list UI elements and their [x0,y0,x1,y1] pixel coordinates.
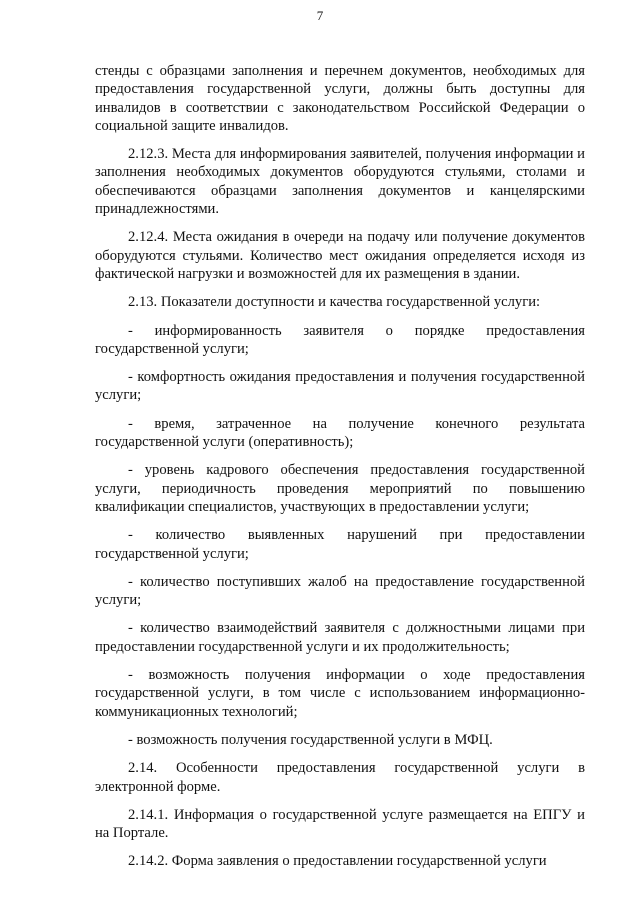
paragraph-2-13: 2.13. Показатели доступности и качества государственной услуги: [128,294,541,311]
list-item-interactions: - количество взаимодействий заявителя с должностными лицами при предоставлении государственной услуги и их продолжительность; [95,620,585,655]
list-item-mfc: - возможность получения государственной услуги в МФЦ. [128,731,493,748]
list-item-progress-info: - возможность получения информации о ходе предоставления государственной услуги, в том числе с использованием информационно-коммуникационных технологий; [95,667,585,720]
paragraph-2-14: 2.14. Особенности предоставления государственной услуги в электронной форме. [95,760,585,795]
list-item-comfort: - комфортность ожидания предоставления и получения государственной услуги; [95,369,585,404]
list-item-awareness: - информированность заявителя о порядке предоставления государственной услуги; [95,322,585,357]
paragraph-2-12-3: 2.12.3. Места для информирования заявителей, получения информации и заполнения необходимых документов оборудуются стульями, столами и обеспечиваются образцами заполнения документов и канцелярскими принадлежностями. [95,146,585,218]
list-item-time: - время, затраченное на получение конечного результата государственной услуги (оперативность); [95,415,585,451]
list-item-violations: - количество выявленных нарушений при предоставлении государственной услуги; [95,527,585,562]
list-item-staffing: - уровень кадрового обеспечения предоставления государственной услуги, периодичность проведения мероприятий по повышению квалификации специалистов, участвующих в предоставлении услуги; [95,462,585,515]
page-number: 7 [316,8,324,23]
page-body [95,62,585,871]
paragraph-2-14-2: 2.14.2. Форма заявления о предоставлении государственной услуги [128,853,547,870]
paragraph-2-12-4: 2.12.4. Места ожидания в очереди на подачу или получение документов оборудуются стульями. Количество мест ожидания определяется исходя из фактической нагрузки и возможностей для их размещения в здании. [95,229,585,282]
paragraph-2-14-1: 2.14.1. Информация о государственной услуге размещается на ЕПГУ и на Портале. [95,806,585,842]
list-item-complaints: - количество поступивших жалоб на предоставление государственной услуги; [95,573,585,609]
paragraph-accessibility-stands: стенды с образцами заполнения и перечнем документов, необходимых для предоставления государственной услуги, должны быть доступны для инвалидов в соответствии с законодательством Российской Федерации о социальной защите инвалидов. [95,63,585,134]
